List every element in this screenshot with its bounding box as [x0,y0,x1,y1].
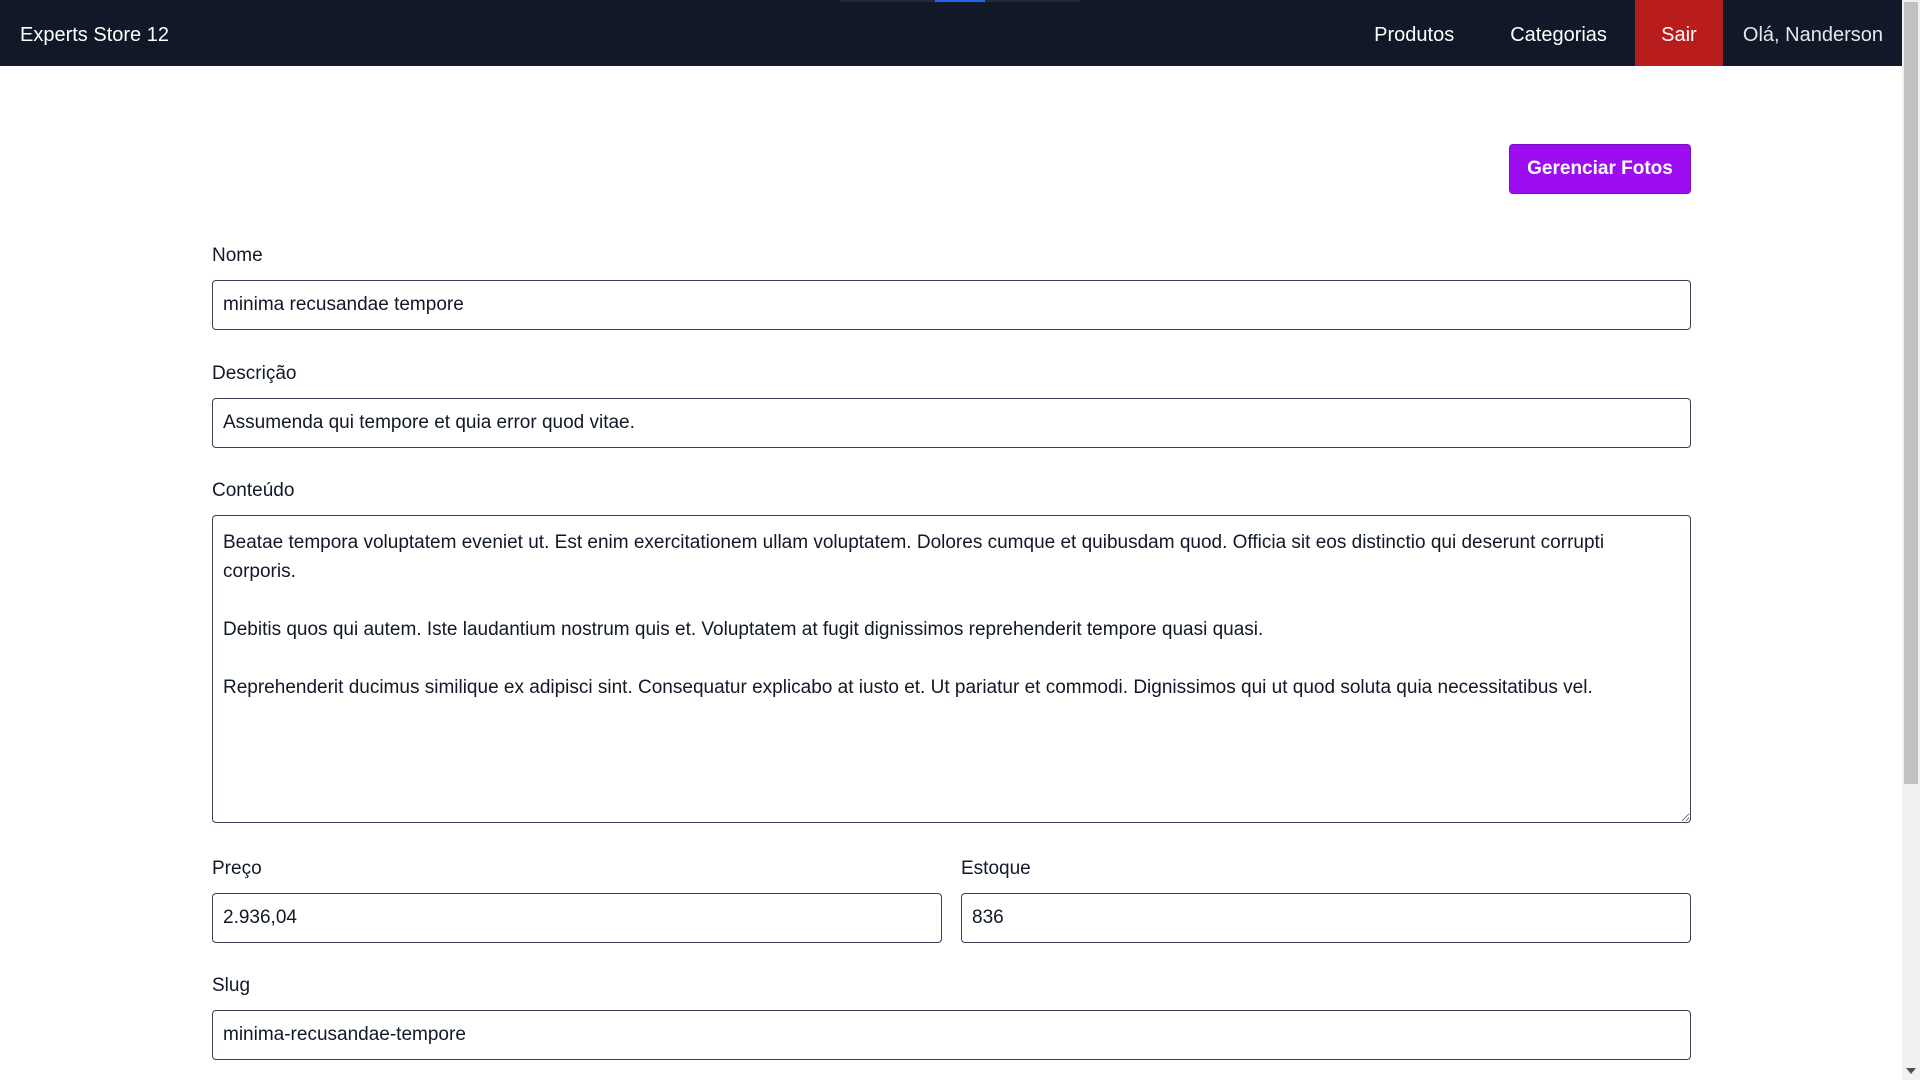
description-label: Descrição [212,363,297,384]
price-label: Preço [212,858,262,879]
page-scrollbar[interactable] [1902,0,1920,1080]
nav-link-categories[interactable]: Categorias [1510,24,1607,46]
stock-label: Estoque [961,858,1031,879]
stock-input[interactable] [961,893,1691,943]
top-navbar [0,0,1902,66]
name-label: Nome [212,245,263,266]
user-greeting: Olá, Nanderson [1742,24,1883,46]
nav-menu [1346,0,1902,66]
loading-indicator [840,0,1080,2]
content-textarea[interactable] [212,515,1691,823]
price-input[interactable] [212,893,942,943]
logout-button[interactable]: Sair [1635,0,1723,66]
content-label: Conteúdo [212,480,295,501]
scrollbar-thumb[interactable] [1904,2,1918,784]
loading-indicator-accent [935,0,985,2]
manage-photos-button[interactable]: Gerenciar Fotos [1509,144,1691,194]
slug-label: Slug [212,975,251,996]
scroll-down-arrow-icon[interactable] [1906,1068,1916,1074]
brand-link[interactable]: Experts Store 12 [20,24,169,46]
name-input[interactable] [212,280,1691,330]
slug-input[interactable] [212,1010,1691,1060]
nav-link-products[interactable]: Produtos [1374,24,1455,46]
description-input[interactable] [212,398,1691,448]
